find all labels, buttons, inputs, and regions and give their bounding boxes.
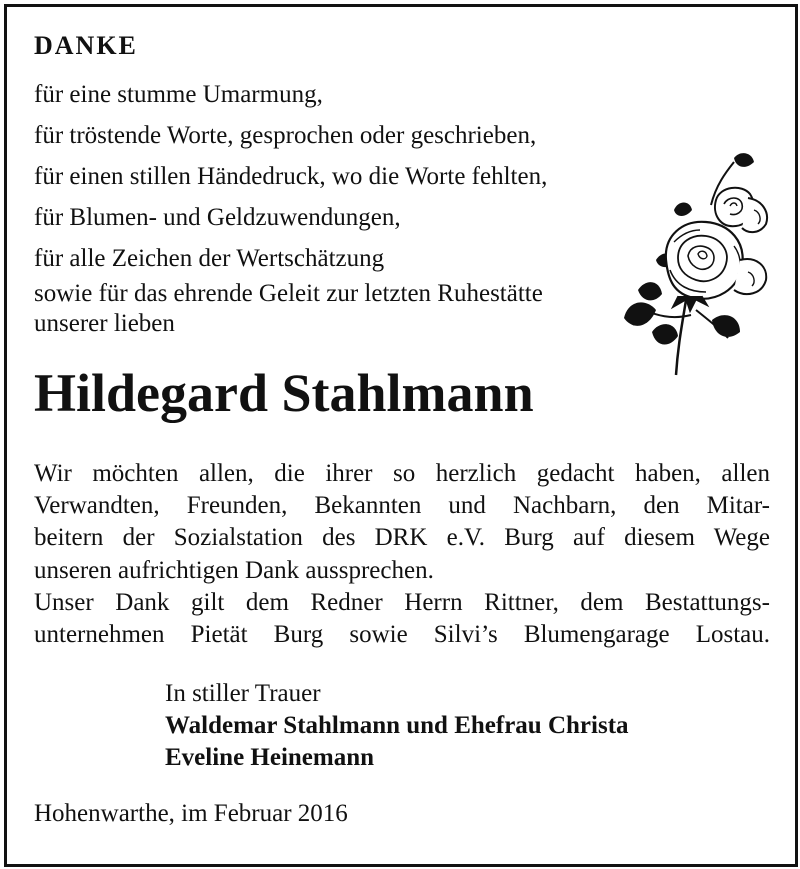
intro-line: für eine stumme Umarmung, [34,81,323,108]
mourner-name: Waldemar Stahlmann und Ehefrau Christa [165,712,629,739]
mourner-name: Eveline Heinemann [165,744,375,771]
intro-line: für tröstende Worte, gesprochen oder geschrieben, [34,122,537,149]
paragraph-line: beitern der Sozialstation des DRK e.V. Burg auf diesem Wege [34,524,770,552]
signature-block [165,678,629,774]
intro-line: für alle Zeichen der Wertschätzung [34,245,385,272]
intro-line: unserer lieben [34,310,175,337]
intro-line: für einen stillen Händedruck, wo die Worte fehlten, [34,163,548,190]
rose-icon [616,150,786,380]
intro-line: für Blumen- und Geldzuwendungen, [34,204,401,231]
paragraph-line: Unser Dank gilt dem Redner Herrn Rittner, dem Bestattungs- [34,588,770,616]
paragraph-line: unternehmen Pietät Burg sowie Silvi’s Blumengarage Lostau. [34,621,770,649]
deceased-name: Hildegard Stahlmann [34,363,534,423]
paragraph-line: unseren aufrichtigen Dank aussprechen. [34,556,434,584]
place-date: Hohenwarthe, im Februar 2016 [34,800,348,827]
mourning-line: In stiller Trauer [165,680,321,707]
thanks-paragraph [34,458,770,651]
intro-line: sowie für das ehrende Geleit zur letzten Ruhestätte [34,280,543,307]
paragraph-line: Wir möchten allen, die ihrer so herzlich gedacht haben, allen [34,460,770,487]
notice-heading: DANKE [34,31,138,60]
intro-text [34,74,547,339]
paragraph-line: Verwandten, Freunden, Bekannten und Nachbarn, den Mitar- [34,492,770,520]
